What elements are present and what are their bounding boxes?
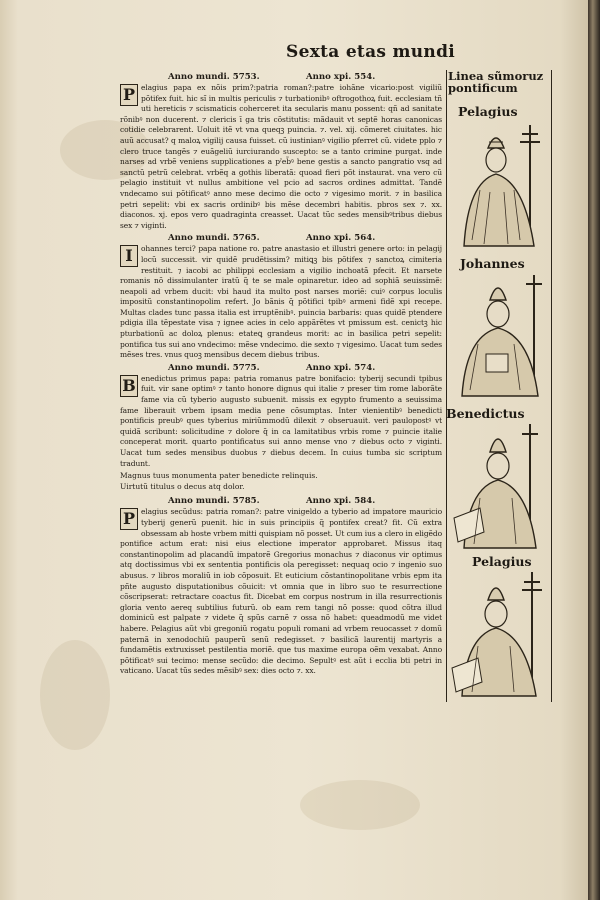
lineage-column xyxy=(446,70,552,702)
entry-text xyxy=(120,244,442,361)
pope-name: Pelagius xyxy=(472,554,532,569)
pope-portrait-woodcut xyxy=(450,120,550,248)
drop-initial: I xyxy=(120,245,138,267)
pope-portrait-woodcut xyxy=(450,270,550,398)
lineage-title-line: pontificum xyxy=(448,81,518,95)
pope-name: Johannes xyxy=(460,256,525,271)
anno-christi: Anno xpi. 584. xyxy=(306,496,376,507)
anno-christi: Anno xpi. 574. xyxy=(306,362,376,373)
main-text-column xyxy=(120,72,442,679)
pope-portrait-woodcut xyxy=(450,422,550,550)
pope-name: Benedictus xyxy=(446,406,525,421)
drop-initial: B xyxy=(120,375,138,397)
pope-name: Pelagius xyxy=(458,104,518,119)
epitaph xyxy=(120,471,442,492)
entry-body: ohannes terci? papa natione ro. patre anastasio et illustri genere orto: in pelagij locũ successit. vir quidẽ prudẽtissim? mitiꝗꝫ bis põtifex ⁊ sanctoꝝ cimiteria restituit. ⁊ iacobi ac philippi ecclesiam a vigilio inchoatã pfecit. Et narsete romanis nõ dissimulanter iratũ q̃ te se male opinaretur. ideo ad sophiã seuissimẽ: neapoli ad vrbem ducit: vbi haud ita multo post narses moriẽ: cuiꝰ corpus loculis impositũ constantinopolim refert. Jo bãnis q̃ põtifici tpibꝰ armeni fidẽ xpi recepe. Multas clades tunc passa italia est irruptẽnibꝰ. puincia barbaris: quas quidẽ ptendere pdigia illa tẽpestate visa ⁊ ignee acies in celo appãrẽtes vt pmissum est. cenictꝫ hic pturbationũ ac doloꝝ plenus: etateꝗ grandeus morit: ac in basilica petri sepelit: pontifica tus sui ano vndecimo: mẽse vndecimo. die sexto ⁊ vigesimo. Uacat tum sedes mẽses tres. vnus quoꝫ mensibus decem diebus tribus. xyxy=(120,244,442,360)
entry-text xyxy=(120,374,442,469)
entry-date-line xyxy=(120,72,442,83)
paper-stain xyxy=(40,640,110,750)
anno-mundi: Anno mundi. 5775. xyxy=(168,362,260,373)
epitaph-line: Uirtutũ titulus o decus atq dolor. xyxy=(120,481,245,491)
entry-date-line xyxy=(120,233,442,244)
entry-body: elagius secũdus: patria roman?: patre vinigeldo a tyberio ad impatore mauricio tyberij generũ puenit. hic in suis principiis q̃ pontifex creat? fit. Cũ extra obsessam ab hoste vrbem mitti quispiam nõ posset. Ut cum ius a clero in eligẽdo pontifice actum erat: nisi eius electione imperator approbaret. Missus itaq constantinopolim ad placandũ impatorẽ Gregorius monachus ⁊ diaconus vir optimus atq doctissimus vbi ex sententia pontificis ola peregisset: nequaq ocio ⁊ ingenio suo abusus. ⁊ libros moraliũ in iob cõposuit. Et euticium cõstantinopolitane vrbis epm ita pñte augusto disputationibus cõuicit: vt omnia que in libro suo te resurrectione cõscripserat: retractare coactus fit. Dicebat em corpus nostrum in illa resurrectionis gloria vento aereq subtilius futurũ. ob eam rem tangi nõ posse: quod cõtra illud dominicũ est palpate ⁊ videte q̃ spũs carnẽ ⁊ ossa nõ habet: queadmodũ me videt habere. Pelagius aũt vbi gregoniũ rogatu populi romani ad vrbem reuocasset ⁊ domũ paternã in xenodochiũ pauperũ senũ redegisset. ⁊ basilicã laurentij martyris a fundamẽtis extruxisset pestilentia moriẽ. que tus maxime europa oẽm vexabat. Anno põtificatꝰ sui tecimo: mense secũdo: die decimo. Sepultꝰ est aũt i ecclia bti petri in vaticano. Uacat tũs sedes mẽsibꝰ sex: dies octo ⁊. xx. xyxy=(120,507,442,676)
anno-christi: Anno xpi. 554. xyxy=(306,72,376,82)
entry-date-line xyxy=(120,363,442,374)
pope-portrait-woodcut xyxy=(450,570,550,698)
entry-body: enedictus primus papa: patria romanus patre bonifacio: tyberij secundi tpibus fuit. vir sane optimꝰ ⁊ tanto honore dignus qui italie ⁊ preser tim rome laborãte fame via cũ tyberio augusto subuenit. missis ex egypto frumento a seuissima fame liberauit vrbem ipsam media pene cõsumptas. Inter vienientibꝰ benedicti pontificis preubꝰ ques tyberius miriũmmodũ dilexit ⁊ obseruauit. veri paulopostꝰ vt quidã scribunt: solicitudine ⁊ dolore q̃ in ca lamitatibus vrbis rome ⁊ puincie italie conceperat morit. quarto pontificatus sui anno mense vno ⁊ diebus octo ⁊ viginti. Uacat tum sedes mensibus duobus ⁊ diebus decem. In cuius tumba sic scriptum tradunt. xyxy=(120,373,442,468)
entry-text xyxy=(120,507,442,677)
drop-initial: P xyxy=(120,84,138,106)
anno-mundi: Anno mundi. 5785. xyxy=(168,496,260,507)
lineage-title-line: Linea sũmoruz xyxy=(448,69,544,83)
drop-initial: P xyxy=(120,508,138,530)
lineage-title xyxy=(448,70,552,94)
paper-stain xyxy=(300,780,420,830)
entry-body: elagius papa ex nõis prim?:patria roman?:patre iohãne vicario:post vigiliũ põtifex fuit. hic sĩ in multis periculis ⁊ turbationibꝰ oftrogothoꝝ fuit. ecclesiam tñ uti hereticis ⁊ scismaticis coherceret ita secularis manu possent: qñ ad sanitate rõnibꝰ non ducerent. ⁊ clericis ī ga tris cõstitutis: mãdauit vt septẽ horas canonicas cotidie celebrarent. Uoluit itẽ vt vna queqꝫ puincia. ⁊. vel. xij. cõmeret ciuitates. hic auũ accusat? q maloꝝ vigilij causa fuisset. cũ iustinianꝰ vigilio pferret cũ. videte pplo ⁊ clero truce tangẽs ⁊ euãgeliũ iurciurando suscepto: se a tanto crimine purgat. inde narses ad vrbẽ veniens supplicationes a pˀeb̃ꝰ bene gestis a sancto pangratio vsq ad sanctũ petrũ celebrat. vrbẽq a gothis liberatã: quoad fieri põt instaurat. vna vero cũ pelagio instituit vt nullus ambitione vel pcio ad sacros ordines admittat. Tandẽ vndecamo sui põtificatꝰ anno mese decimo die octo ⁊ vigesimo morit. ⁊ in basilica petri sepelit: vbi ex sacris ordinibꝰ bis mẽse decembri habitis. pbros sex ⁊. xx. diaconos. xj. epos vero quadraginta creasset. Uacat tũc sedes mensibꝰtribus diebus sex ⁊ viginti. xyxy=(120,83,442,230)
page-header: Sexta etas mundi xyxy=(286,42,456,62)
entry-date-line xyxy=(120,496,442,507)
anno-mundi: Anno mundi. 5765. xyxy=(168,233,260,244)
anno-christi: Anno xpi. 564. xyxy=(306,233,376,244)
epitaph-line: Magnus tuus monumenta pater benedicte relinquis. xyxy=(120,471,318,481)
entry-text xyxy=(120,83,442,231)
anno-mundi: Anno mundi. 5753. xyxy=(168,72,260,82)
book-page-edge xyxy=(588,0,600,900)
